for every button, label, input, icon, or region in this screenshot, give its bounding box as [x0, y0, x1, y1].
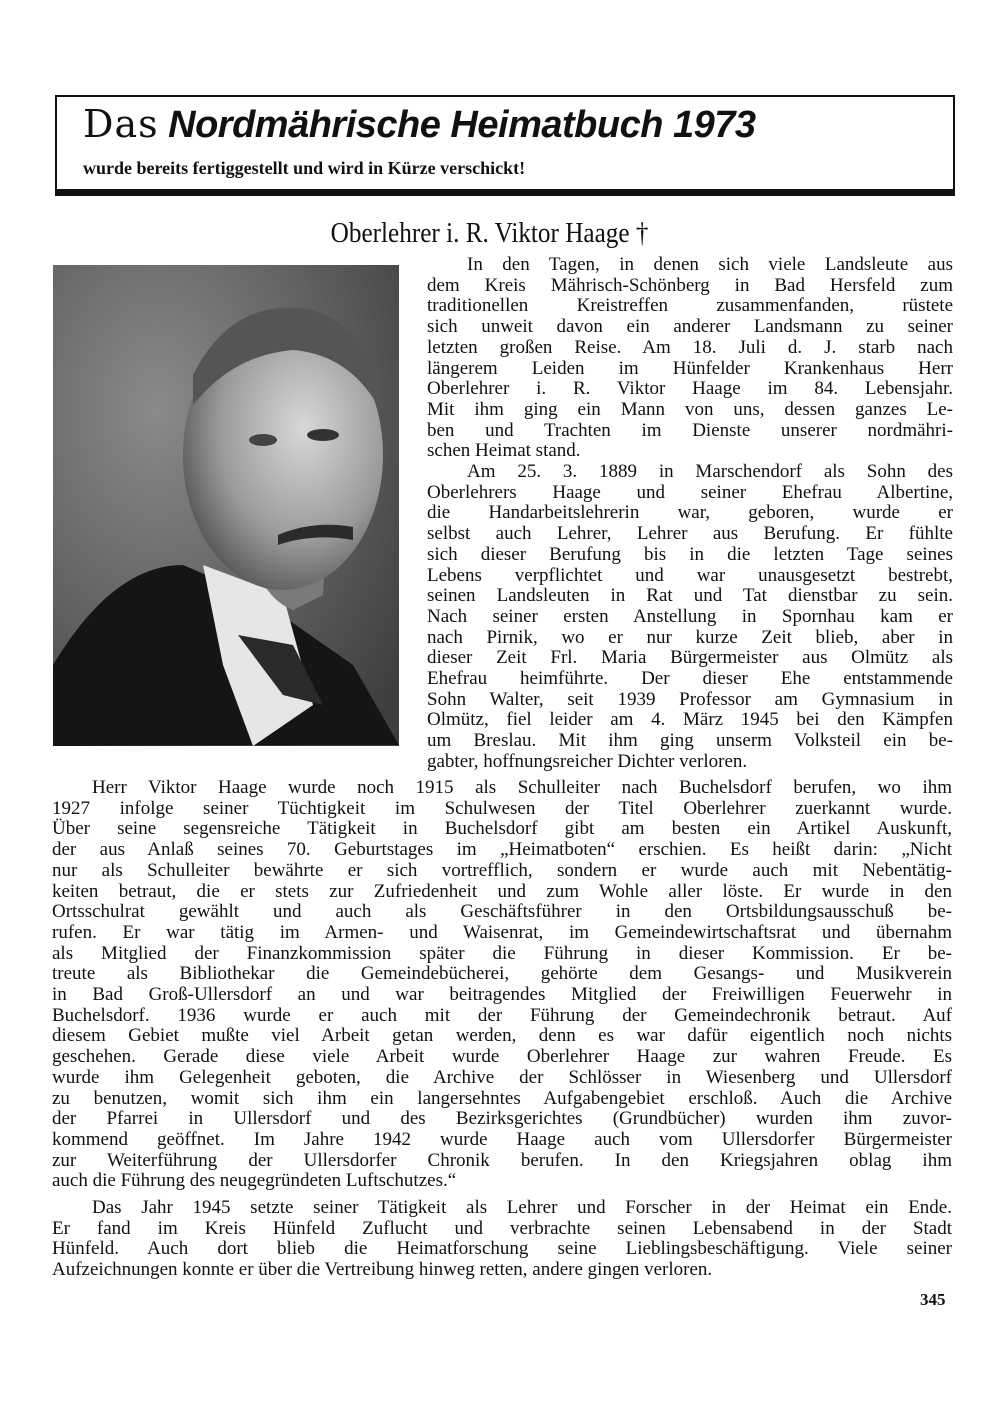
text-line: traditionellen Kreistreffen zusammenfanden, rüstete [427, 295, 953, 317]
article-heading-text: Oberlehrer i. R. Viktor Haage † [331, 218, 649, 249]
text-line: zur Weiterführung der Ullersdorfer Chronik berufen. In den Kriegsjahren oblag ihm [52, 1149, 952, 1171]
text-line: 1927 infolge seiner Tüchtigkeit im Schulwesen der Titel Oberlehrer zuerkannt wurde. [52, 797, 952, 819]
text-line: längerem Leiden im Hünfelder Krankenhaus Herr [427, 357, 953, 379]
announcement-subtitle: wurde bereits fertiggestellt und wird in Kürze verschickt! [83, 158, 526, 178]
text-line: selbst auch Lehrer, Lehrer aus Berufung. Er fühlte [427, 523, 953, 545]
title-prefix: Das [83, 102, 159, 146]
text-line: Das Jahr 1945 setzte seiner Tätigkeit als Lehrer und Forscher in der Heimat ein Ende. [92, 1197, 952, 1218]
text-line: Ortsschulrat gewählt und auch als Geschäftsführer in den Ortsbildungsausschuß be- [52, 901, 952, 923]
text-line: kommend geöffnet. Im Jahre 1942 wurde Haage auch vom Ullersdorfer Bürgermeister [52, 1128, 952, 1150]
text-line: Mit ihm ging ein Mann von uns, dessen ganzes Le- [427, 398, 953, 420]
announcement-title [83, 101, 756, 148]
article-intro-column [427, 255, 953, 773]
text-line: rufen. Er war tätig im Armen- und Waisenrat, im Gemeindewirtschaftsrat und übernahm [52, 921, 952, 943]
title-bold: Nordmährische Heimatbuch 1973 [168, 104, 756, 146]
text-line: wurde ihm Gelegenheit geboten, die Archive der Schlösser in Wiesenberg und Ullersdorf [52, 1066, 952, 1088]
portrait-photo [53, 265, 399, 746]
text-line: der Pfarrei in Ullersdorf und des Bezirksgerichtes (Grundbücher) wurden ihm zuvor- [52, 1108, 952, 1130]
text-line: Lebens verpflichtet und war unausgesetzt bestrebt, [427, 564, 953, 586]
text-line: keiten betraut, die er stets zur Zufriedenheit und zum Wohle aller löste. Er wurde in den [52, 880, 952, 902]
article-heading [0, 218, 1000, 250]
article-body-paragraph-2 [52, 1198, 952, 1281]
text-line: nach Pirnik, wo er nur kurze Zeit blieb, aber in [427, 626, 953, 648]
text-line: dem Kreis Mährisch-Schönberg in Bad Hersfeld zum [427, 274, 953, 296]
article-body-paragraph-1 [52, 778, 952, 1192]
text-line: gabter, hoffnungsreicher Dichter verloren. [427, 750, 748, 772]
text-line: Aufzeichnungen konnte er über die Vertreibung hinweg retten, andere gingen verloren. [52, 1259, 713, 1281]
text-line: geschehen. Gerade diese viele Arbeit wurde Oberlehrer Haage zur wahren Freude. Es [52, 1046, 952, 1068]
text-line: seinen Landsleuten in Rat und Tat dienstbar zu sein. [427, 585, 953, 607]
announcement-box [55, 95, 955, 196]
text-line: zu benutzen, womit sich ihm ein langersehntes Aufgabengebiet erschloß. Auch die Archive [52, 1087, 952, 1109]
text-line: sich dieser Berufung bis in die letzten Tage seines [427, 543, 953, 565]
text-line: der aus Anlaß seines 70. Geburtstages im „Heimatboten“ erschien. Es heißt darin: „Nicht [52, 839, 952, 861]
text-line: auch die Führung des neugegründeten Luftschutzes.“ [52, 1170, 457, 1192]
text-line: Nach seiner ersten Anstellung in Spornhau kam er [427, 605, 953, 627]
text-line: dieser Zeit Frl. Maria Bürgermeister aus Olmütz als [427, 647, 953, 669]
text-line: diesem Gebiet mußte viel Arbeit getan werden, denn es war dafür eigentlich noch nichts [52, 1025, 952, 1047]
text-line: Er fand im Kreis Hünfeld Zuflucht und verbrachte seinen Lebensabend in der Stadt [52, 1217, 952, 1239]
text-line: Ehefrau heimführte. Der dieser Ehe entstammende [427, 668, 953, 690]
text-line: letzten großen Reise. Am 18. Juli d. J. starb nach [427, 336, 953, 358]
text-line: Herr Viktor Haage wurde noch 1915 als Schulleiter nach Buchelsdorf berufen, wo ihm [92, 777, 952, 798]
text-line: als Mitglied der Finanzkommission später die Führung in dieser Kommission. Er be- [52, 942, 952, 964]
text-line: Am 25. 3. 1889 in Marschendorf als Sohn des [467, 461, 953, 483]
text-line: nur als Schulleiter bewährte er sich vortrefflich, sondern er wurde auch mit Nebentätig- [52, 859, 952, 881]
text-line: In den Tagen, in denen sich viele Landsleute aus [467, 254, 953, 275]
text-line: die Handarbeitslehrerin war, geboren, wurde er [427, 502, 953, 524]
text-line: sich unweit davon ein anderer Landsmann zu seiner [427, 316, 953, 338]
text-line: treute als Bibliothekar die Gemeindebücherei, gehörte dem Gesangs- und Musikverein [52, 963, 952, 985]
text-line: Oberlehrer i. R. Viktor Haage im 84. Lebensjahr. [427, 378, 953, 400]
text-line: Oberlehrers Haage und seiner Ehefrau Albertine, [427, 481, 953, 503]
text-line: Olmütz, fiel leider am 4. März 1945 bei den Kämpfen [427, 709, 953, 731]
text-line: Buchelsdorf. 1936 wurde er auch mit der Führung der Gemeindechronik betraut. Auf [52, 1004, 952, 1026]
text-line: Sohn Walter, seit 1939 Professor am Gymnasium in [427, 688, 953, 710]
text-line: in Bad Groß-Ullersdorf an und war beitragendes Mitglied der Freiwilligen Feuerwehr in [52, 984, 952, 1006]
text-line: Über seine segensreiche Tätigkeit in Buchelsdorf gibt am besten ein Artikel Auskunft, [52, 818, 952, 840]
text-line: schen Heimat stand. [427, 440, 581, 462]
text-line: Hünfeld. Auch dort blieb die Heimatforschung seine Lieblingsbeschäftigung. Viele seiner [52, 1238, 952, 1260]
text-line: ben und Trachten im Dienste unserer nordmähri- [427, 419, 953, 441]
page-number: 345 [920, 1290, 946, 1309]
text-line: um Breslau. Mit ihm ging unserm Volksteil ein be- [427, 730, 953, 752]
